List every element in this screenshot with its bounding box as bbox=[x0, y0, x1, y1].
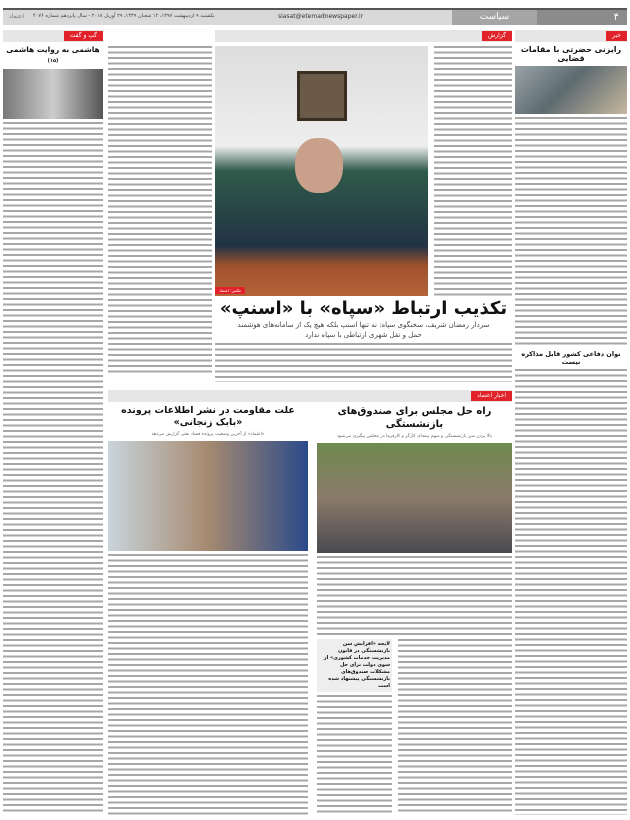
story1-headline[interactable]: راه حل مجلس برای صندوق‌های بازنشستگی bbox=[337, 406, 492, 430]
news-section-tag: اخبار اعتماد bbox=[471, 391, 512, 401]
dateline: یکشنبه ۹ اردیبهشت ۱۳۹۷، ۱۲ شعبان ۱۴۳۹، ۲۹ آوریل ۲۰۱۸ - سال پانزدهم شماره ۴۰۷۶ bbox=[33, 13, 215, 19]
report-section bbox=[215, 30, 512, 382]
interview-tag: گپ و گفت bbox=[64, 31, 103, 41]
news-tag: خبر bbox=[606, 31, 627, 41]
story1 bbox=[317, 405, 512, 815]
protest-photo bbox=[317, 443, 512, 553]
logo: اعتماد bbox=[9, 13, 25, 20]
headline-2[interactable]: توان دفاعی کشور قابل مذاکره نیست bbox=[521, 350, 621, 366]
page-header bbox=[3, 8, 627, 25]
news-section bbox=[108, 390, 512, 815]
portrait-photo bbox=[515, 66, 627, 114]
report-lead: سردار رمضان شریف، سخنگوی سپاه: نه تنها اسنپ بلکه هیچ یک از سامانه‌های هوشمند حمل و نقل شهری ارتباطی با سپاه ندارد bbox=[237, 321, 490, 339]
story2 bbox=[108, 405, 308, 815]
photo-credit: عکس: اعتماد bbox=[215, 287, 245, 294]
headline-suffix: (۱۵) bbox=[47, 58, 59, 64]
story1-lead: بالا بردن سن بازنشستگی و سهم بیمه‌ای کارگر و کارفرما در مجلس پیگیری می‌شود bbox=[336, 434, 493, 439]
page-number: ۴ bbox=[537, 10, 627, 25]
report-tag: گزارش bbox=[482, 31, 512, 41]
story1-pullquote: لایحه «افزایش سن بازنشستگی در قانون مدیریت خدمات کشوری» از سوی دولت برای حل مشکلات صندوق‌های بازنشستگی پیشنهاد شده است bbox=[317, 639, 392, 692]
section-title: سیاست bbox=[452, 10, 537, 25]
interview-section bbox=[3, 30, 103, 815]
right-column bbox=[515, 30, 627, 815]
spokesman-photo bbox=[215, 46, 428, 296]
archive-photo bbox=[3, 69, 103, 119]
zanjani-photo bbox=[108, 441, 308, 551]
story2-headline[interactable]: علت مقاومت در نشر اطلاعات پرونده «بابک زنجانی» bbox=[121, 405, 295, 428]
headline[interactable]: رایزنی حضرتی با مقامات قضایی bbox=[520, 45, 622, 63]
email[interactable]: siasat@etemadnewspaper.ir bbox=[278, 13, 364, 20]
interview-headline[interactable]: هاشمی به روایت هاشمی (۱۵) bbox=[6, 45, 100, 64]
report-headline[interactable]: تکذیب ارتباط «سپاه» با «اسنپ» bbox=[219, 298, 508, 319]
story2-lead: «اعتماد» از آخرین وضعیت پرونده فساد نفتی گزارش می‌دهد bbox=[151, 432, 265, 437]
